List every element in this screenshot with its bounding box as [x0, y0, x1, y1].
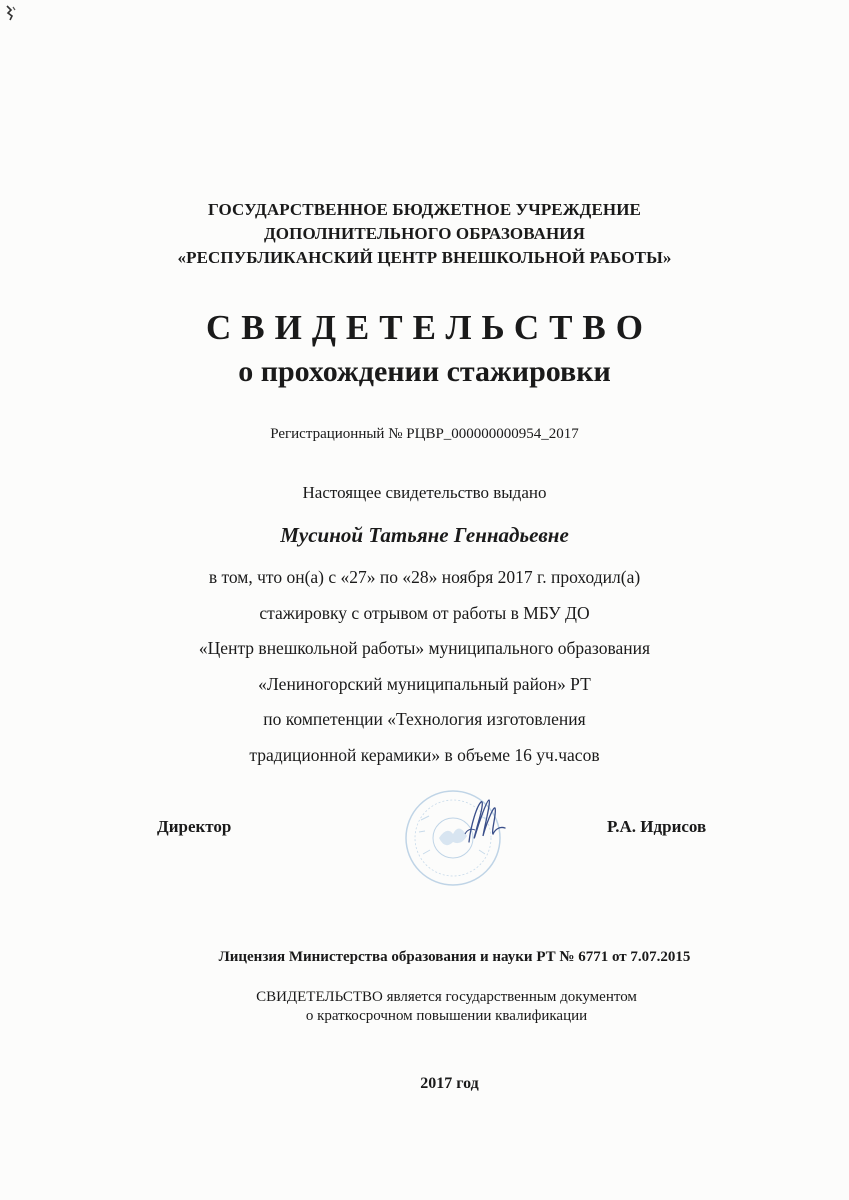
- organization-line-2: ДОПОЛНИТЕЛЬНОГО ОБРАЗОВАНИЯ: [264, 224, 585, 243]
- body-line: по компетенции «Технология изготовления: [263, 709, 586, 729]
- certificate-subtitle: о прохождении стажировки: [238, 355, 611, 388]
- body-line: в том, что он(а) с «27» по «28» ноября 2017 г. проходил(а): [208, 567, 641, 587]
- issued-intro: Настоящее свидетельство выдано: [302, 483, 547, 502]
- staple-mark-icon: [4, 4, 18, 22]
- body-line: «Центр внешкольной работы» муниципального образования: [198, 638, 651, 658]
- issue-year: 2017 год: [420, 1075, 479, 1092]
- signature-icon: [465, 800, 505, 842]
- status-note: [0, 988, 849, 1026]
- organization-line-1: ГОСУДАРСТВЕННОЕ БЮДЖЕТНОЕ УЧРЕЖДЕНИЕ: [208, 200, 641, 219]
- license-line: Лицензия Министерства образования и науки РТ № 6771 от 7.07.2015: [218, 949, 691, 965]
- certificate-title: СВИДЕТЕЛЬСТВО: [205, 308, 654, 347]
- stamp-and-signature: [395, 776, 535, 896]
- body-line: «Лениногорский муниципальный район» РТ: [258, 673, 591, 694]
- certificate-body: [0, 560, 849, 773]
- director-label: Директор: [157, 817, 232, 836]
- status-note-line-2: о краткосрочном повышении квалификации: [305, 1008, 588, 1024]
- status-note-line-1: СВИДЕТЕЛЬСТВО является государственным документом: [256, 989, 637, 1005]
- organization-line-3: «РЕСПУБЛИКАНСКИЙ ЦЕНТР ВНЕШКОЛЬНОЙ РАБОТЫ»: [177, 248, 672, 267]
- body-line: традиционной керамики» в объеме 16 уч.часов: [249, 744, 600, 765]
- registration-number: Регистрационный № РЦВР_000000000954_2017: [270, 426, 579, 442]
- body-line: стажировку с отрывом от работы в МБУ ДО: [259, 602, 590, 623]
- organization-header: [0, 198, 849, 270]
- recipient-name: Мусиной Татьяне Геннадьевне: [280, 523, 569, 547]
- director-name: Р.А. Идрисов: [607, 817, 707, 836]
